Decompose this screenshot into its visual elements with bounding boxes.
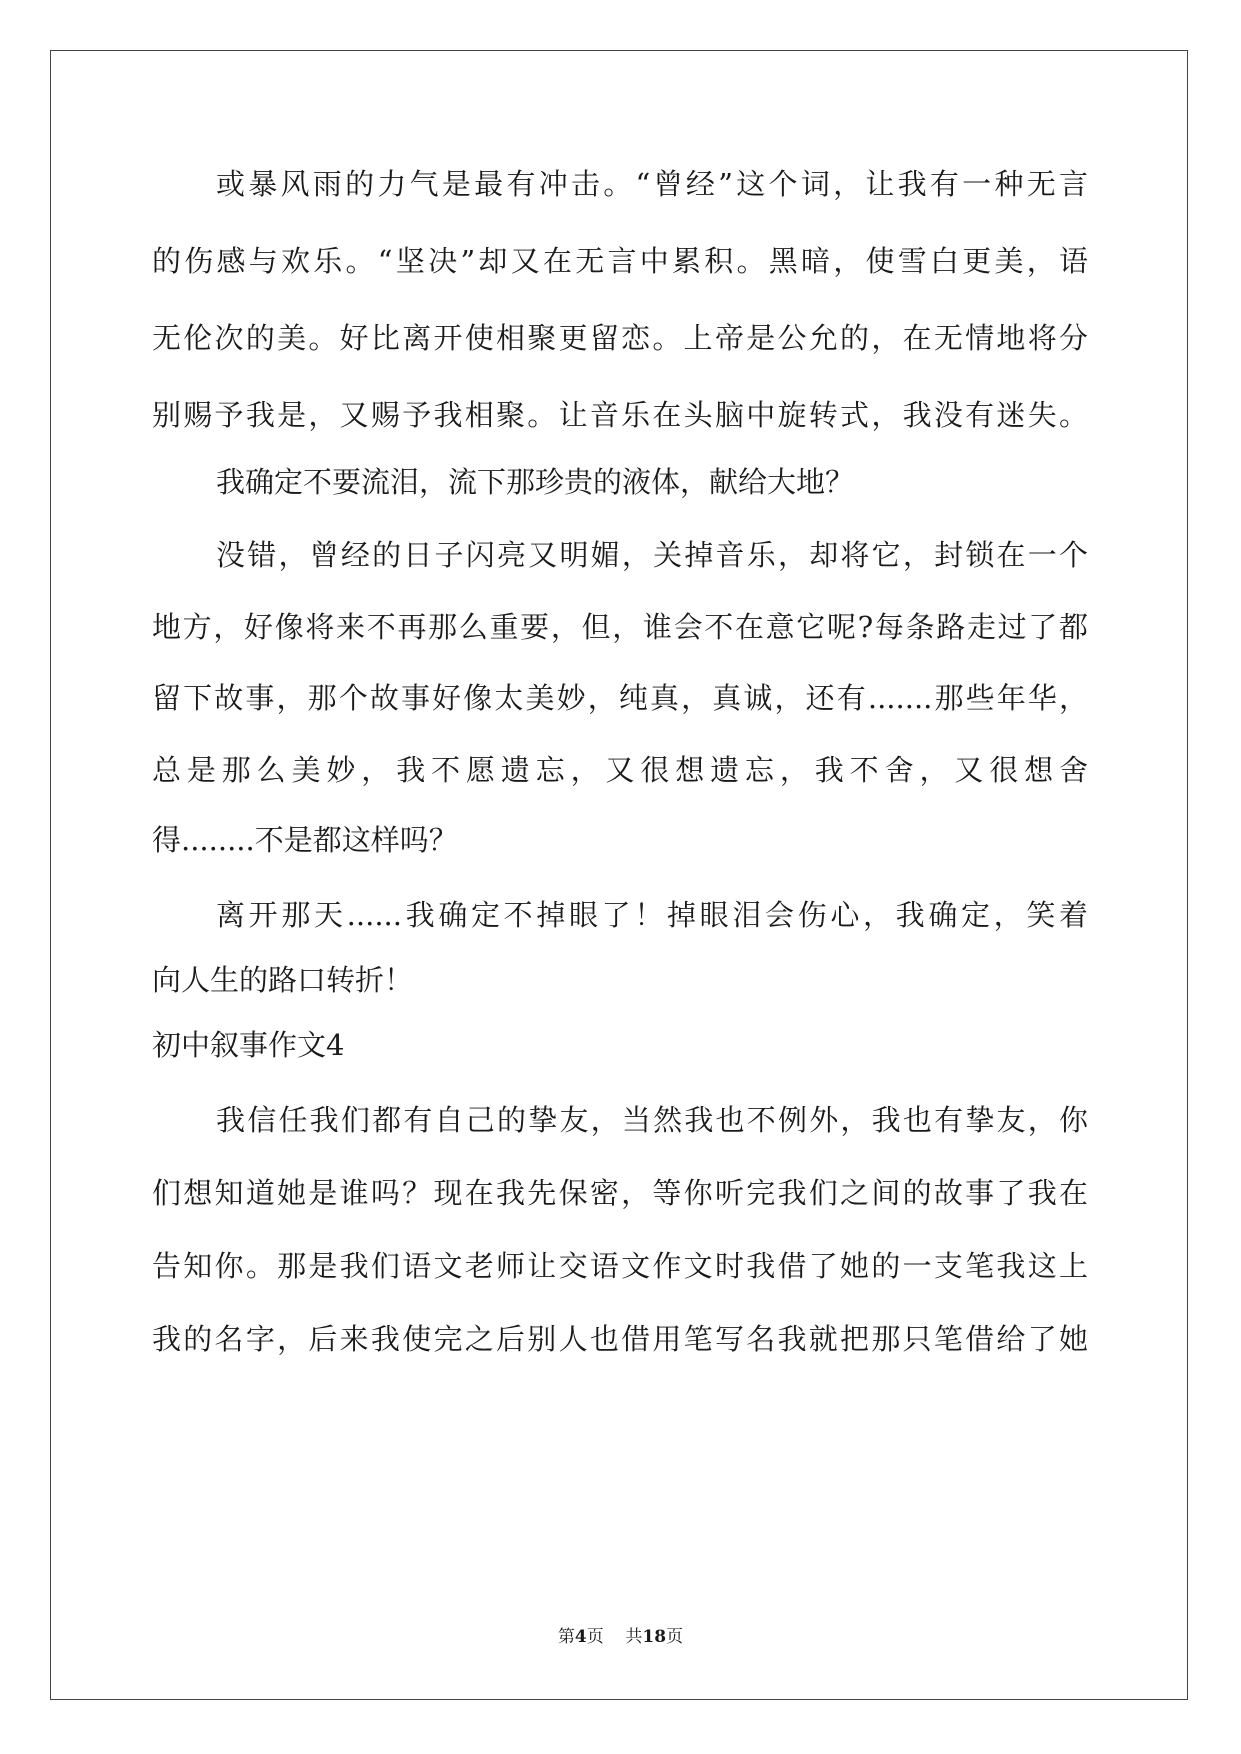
paragraph-line: 得........不是都这样吗？ xyxy=(152,823,458,857)
paragraph-line: 告知你。那是我们语文老师让交语文作文时我借了她的一支笔我这上 xyxy=(152,1249,1088,1283)
paragraph-line: 总是那么美妙，我不愿遗忘，又很想遗忘，我不舍，又很想舍 xyxy=(152,753,1088,787)
page-number-label: 第4页 xyxy=(557,1627,604,1647)
paragraph-line: 别赐予我是，又赐予我相聚。让音乐在头脑中旋转式，我没有迷失。 xyxy=(152,398,1088,432)
paragraph-line: 地方，好像将来不再那么重要，但，谁会不在意它呢?每条路走过了都 xyxy=(152,610,1088,644)
paragraph-line: 的伤感与欢乐。“坚决”却又在无言中累积。黑暗，使雪白更美，语 xyxy=(152,244,1088,278)
paragraph-line: 我确定不要流泪，流下那珍贵的液体，献给大地？ xyxy=(216,465,855,499)
total-pages-label: 共18页 xyxy=(625,1627,684,1647)
section-heading: 初中叙事作文4 xyxy=(152,1028,345,1062)
total-page-count: 18 xyxy=(642,1627,667,1647)
paragraph-line: 留下故事，那个故事好像太美妙，纯真，真诚，还有.......那些年华， xyxy=(152,681,1088,715)
paragraph-line: 无伦次的美。好比离开使相聚更留恋。上帝是公允的，在无情地将分 xyxy=(152,321,1088,355)
current-page-number: 4 xyxy=(574,1627,587,1647)
paragraph-line: 没错，曾经的日子闪亮又明媚，关掉音乐，却将它，封锁在一个 xyxy=(216,538,1088,572)
paragraph-line: 离开那天......我确定不掉眼了！掉眼泪会伤心，我确定，笑着 xyxy=(216,898,1088,932)
paragraph-line: 们想知道她是谁吗？现在我先保密，等你听完我们之间的故事了我在 xyxy=(152,1176,1088,1210)
paragraph-line: 我信任我们都有自己的挚友，当然我也不例外，我也有挚友，你 xyxy=(216,1103,1088,1137)
page-footer xyxy=(0,1626,1241,1648)
paragraph-line: 我的名字，后来我使完之后别人也借用笔写名我就把那只笔借给了她 xyxy=(152,1322,1088,1356)
page-border xyxy=(50,50,1188,1700)
paragraph-line: 或暴风雨的力气是最有冲击。“曾经”这个词，让我有一种无言 xyxy=(216,167,1088,201)
paragraph-line: 向人生的路口转折！ xyxy=(152,963,414,997)
